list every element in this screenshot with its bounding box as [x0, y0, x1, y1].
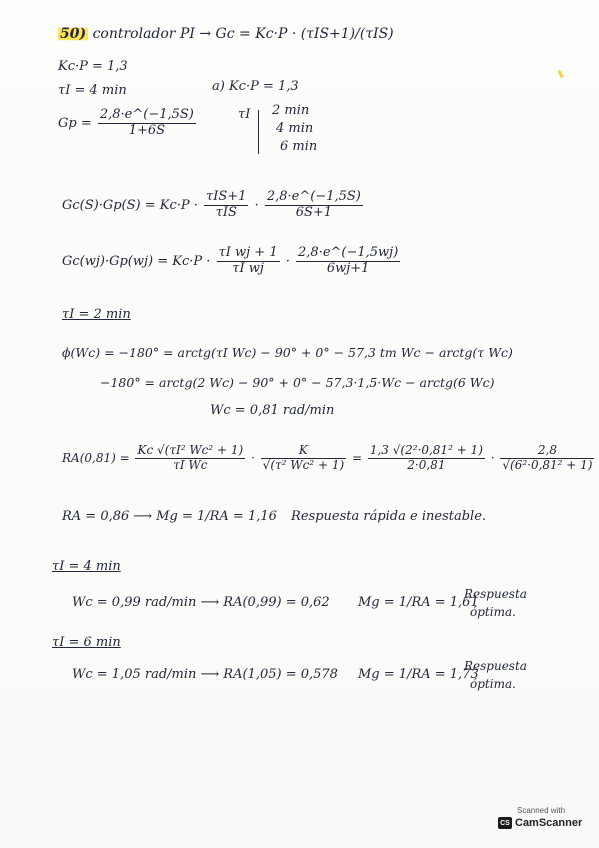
open-loop-s: Gc(S)·Gp(S) = Kc·P · $\frac{\text{τIS+1}}{\text{τIS}}$ · $\frac{2,8\cdot e\^{}(-1,5S)}{6S+1}$ [62, 189, 361, 220]
scanner-brand-name: CamScanner [515, 817, 583, 829]
gp-transfer-function [58, 108, 198, 139]
case2-heading: τI = 4 min [52, 559, 121, 574]
gw-f1-num: τI wj + 1 [218, 245, 278, 260]
case1-result-values: RA = 0,86 ⟶ Mg = 1/RA = 1,16 [62, 509, 277, 524]
ra-f2-num: K [261, 444, 346, 459]
ra-f1-den: τI Wc [173, 457, 208, 472]
part-a-bracket [258, 110, 259, 154]
gp-lhs: Gp = [58, 115, 92, 131]
case1-comment: Respuesta rápida e inestable. [291, 509, 487, 524]
case3-mg: Mg = 1/RA = 1,73 [358, 667, 479, 682]
ra-f3-num: 1,3 √(2²·0,81² + 1) [369, 443, 483, 457]
open-loop-w: Gc(wj)·Gp(wj) = Kc·P · $\frac{\text{τI wj + 1}}{\text{τI wj}}$ · $\frac{2,8\cdot e\^{}(-1,5wj)}{6wj+1}$ [62, 245, 399, 276]
gw-lhs: Gc(wj)·Gp(wj) = Kc·P · [62, 253, 211, 269]
problem-number: 50) [60, 26, 87, 42]
gp-denominator: 1+6S [128, 122, 166, 138]
ra-f2-den: √(τ² Wc² + 1) [262, 457, 345, 472]
case3-line: Wc = 1,05 rad/min ⟶ RA(1,05) = 0,578 [72, 667, 338, 682]
case2-line: Wc = 0,99 rad/min ⟶ RA(0,99) = 0,62 [72, 595, 330, 610]
gw-fraction-1 [217, 246, 280, 277]
problem-title: controlador PI → Gc = Kc·P · (τIS+1)/(τIS) [92, 26, 394, 42]
ra-f1-num: Kc √(τI² Wc² + 1) [137, 443, 244, 457]
case2-comment-1: Respuesta [464, 587, 527, 601]
case1-phase-eq-1: ϕ(Wc) = −180° = arctg(τI Wc) − 90° + 0° − 57,3 tm Wc − arctg(τ Wc) [62, 345, 513, 360]
gs-f2-num: 2,8·e^(−1,5S) [266, 189, 361, 204]
gs-f1-num: τIS+1 [206, 189, 247, 204]
part-a-label: a) Kc·P = 1,3 [212, 79, 299, 94]
part-a-value-2: 4 min [276, 121, 314, 136]
scanner-caption: Scanned with [516, 806, 566, 815]
gw-f2-num: 2,8·e^(−1,5wj) [298, 245, 399, 260]
camscanner-watermark [498, 806, 584, 840]
part-a-ti-label: τI [238, 107, 251, 122]
gs-f2-den: 6S+1 [295, 204, 333, 220]
kc-value: Kc·P = 1,3 [58, 59, 128, 74]
ra-f4-num: 2,8 [500, 444, 594, 459]
scanner-brand [498, 817, 584, 829]
gw-f1-den: τI wj [232, 260, 264, 276]
case3-comment-2: óptima. [470, 677, 516, 691]
ra-fraction-3 [368, 444, 485, 473]
gw-f2-den: 6wj+1 [326, 260, 370, 276]
highlighter-mark [557, 70, 563, 79]
gs-fraction-2 [265, 190, 363, 221]
ra-f3-den: 2·0,81 [407, 457, 446, 472]
problem-header [58, 26, 394, 42]
ra-fraction-2 [261, 444, 346, 473]
ra-f4-den: √(6²·0,81² + 1) [502, 457, 593, 472]
gs-lhs: Gc(S)·Gp(S) = Kc·P · [62, 197, 198, 213]
case1-phase-eq-2: −180° = arctg(2 Wc) − 90° + 0° − 57,3·1,5·Wc − arctg(6 Wc) [100, 375, 495, 390]
case2-mg: Mg = 1/RA = 1,61 [358, 595, 479, 610]
case1-heading: τI = 2 min [62, 307, 131, 322]
case3-comment-1: Respuesta [464, 659, 527, 673]
part-a-value-3: 6 min [280, 139, 318, 154]
camscanner-logo-icon: CS [498, 817, 512, 829]
ra-lhs: RA(0,81) = [62, 450, 130, 465]
ra-equals: = [351, 450, 363, 465]
case1-wc: Wc = 0,81 rad/min [210, 403, 335, 418]
case3-heading: τI = 6 min [52, 635, 121, 650]
gp-numerator: 2,8·e^(−1,5S) [99, 107, 194, 122]
case2-comment-2: óptima. [470, 605, 516, 619]
gs-f1-den: τIS [215, 204, 237, 220]
gp-fraction [98, 108, 196, 139]
case1-result [62, 510, 486, 525]
gw-fraction-2 [296, 246, 400, 277]
part-a-value-1: 2 min [272, 103, 310, 118]
case1-ra-equation: RA(0,81) = $\frac{\text{Kc √(τI² Wc² + 1)}}{\text{τI Wc}}$ · $\frac{K}{\text{√(τ² Wc² + 1)}}$ = $\frac{\text{1,3 √(2²·0,81² + 1)}}{2\cdot 0,81}$ · $\frac{2,8}{\text{√(6²·0,81² + 1)}}$ [62, 443, 593, 472]
ti-value: τI = 4 min [58, 83, 127, 98]
gs-fraction-1 [204, 190, 248, 221]
ra-fraction-1 [135, 444, 245, 473]
ra-fraction-4 [500, 444, 594, 473]
